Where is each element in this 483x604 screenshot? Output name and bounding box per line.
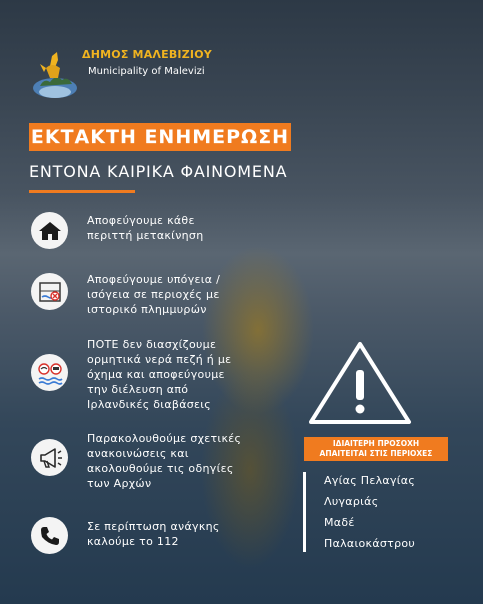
warning-label-line-1: ΙΔΙΑΙΤΕΡΗ ΠΡΟΣΟΧΗ — [332, 439, 420, 448]
area-item: Μαδέ — [324, 516, 355, 529]
areas-divider — [303, 472, 306, 552]
home-icon — [31, 212, 68, 249]
municipality-logo — [30, 44, 212, 102]
tip-3-line-4: την διέλευση από — [87, 383, 189, 396]
tip-2-line-3: ιστορικό πλημμυρών — [87, 303, 207, 316]
tip-3-line-5: Ιρλανδικές διαβάσεις — [87, 398, 212, 411]
subtitle-underline — [29, 190, 135, 193]
warning-label-line-2: ΑΠΑΙΤΕΙΤΑΙ ΣΤΙΣ ΠΕΡΙΟΧΕΣ — [319, 449, 433, 458]
area-item: Παλαιοκάστρου — [324, 537, 416, 550]
logo-title: ΔΗΜΟΣ ΜΑΛΕΒΙΖΙΟΥ — [82, 48, 212, 61]
tip-3-line-2: ορμητικά νερά πεζή ή με — [87, 353, 232, 366]
tip-1-line-1: Αποφεύγουμε κάθε — [87, 214, 195, 227]
area-item: Αγίας Πελαγίας — [324, 474, 416, 487]
tip-5 — [87, 519, 220, 549]
tip-3-line-3: όχημα και αποφεύγουμε — [87, 368, 225, 381]
tip-5-line-1: Σε περίπτωση ανάγκης — [87, 520, 220, 533]
warning-label — [304, 437, 448, 461]
tip-2-line-2: ισόγεια σε περιοχές με — [87, 288, 220, 301]
tip-3-line-1: ΠΟΤΕ δεν διασχίζουμε — [87, 338, 217, 351]
alert-banner: ΕΚΤΑΚΤΗ ΕΝΗΜΕΡΩΣΗ — [29, 123, 291, 151]
tip-2 — [87, 272, 220, 317]
tip-1-line-2: περιττή μετακίνηση — [87, 229, 204, 242]
tip-3 — [87, 337, 231, 412]
logo-subtitle: Municipality of Malevizi — [88, 66, 205, 77]
warning-triangle-icon — [305, 338, 415, 428]
tip-1 — [87, 213, 203, 243]
tip-5-line-2: καλούμε το 112 — [87, 535, 179, 548]
tip-4-line-3: ακολουθούμε τις οδηγίες — [87, 462, 234, 475]
tip-4-line-1: Παρακολουθούμε σχετικές — [87, 432, 242, 445]
tip-4-line-2: ανακοινώσεις και — [87, 447, 189, 460]
basement-flood-icon — [31, 273, 68, 310]
tip-4-line-4: των Αρχών — [87, 477, 152, 490]
emblem-icon — [30, 48, 80, 102]
alert-subtitle: ΕΝΤΟΝΑ ΚΑΙΡΙΚΑ ΦΑΙΝΟΜΕΝΑ — [29, 162, 288, 181]
megaphone-icon — [31, 439, 68, 476]
tip-2-line-1: Αποφεύγουμε υπόγεια / — [87, 273, 221, 286]
area-item: Λυγαριάς — [324, 495, 379, 508]
tip-4 — [87, 431, 241, 491]
area-list — [324, 473, 415, 557]
flood-crossing-icon — [31, 354, 68, 391]
phone-icon — [31, 517, 68, 554]
